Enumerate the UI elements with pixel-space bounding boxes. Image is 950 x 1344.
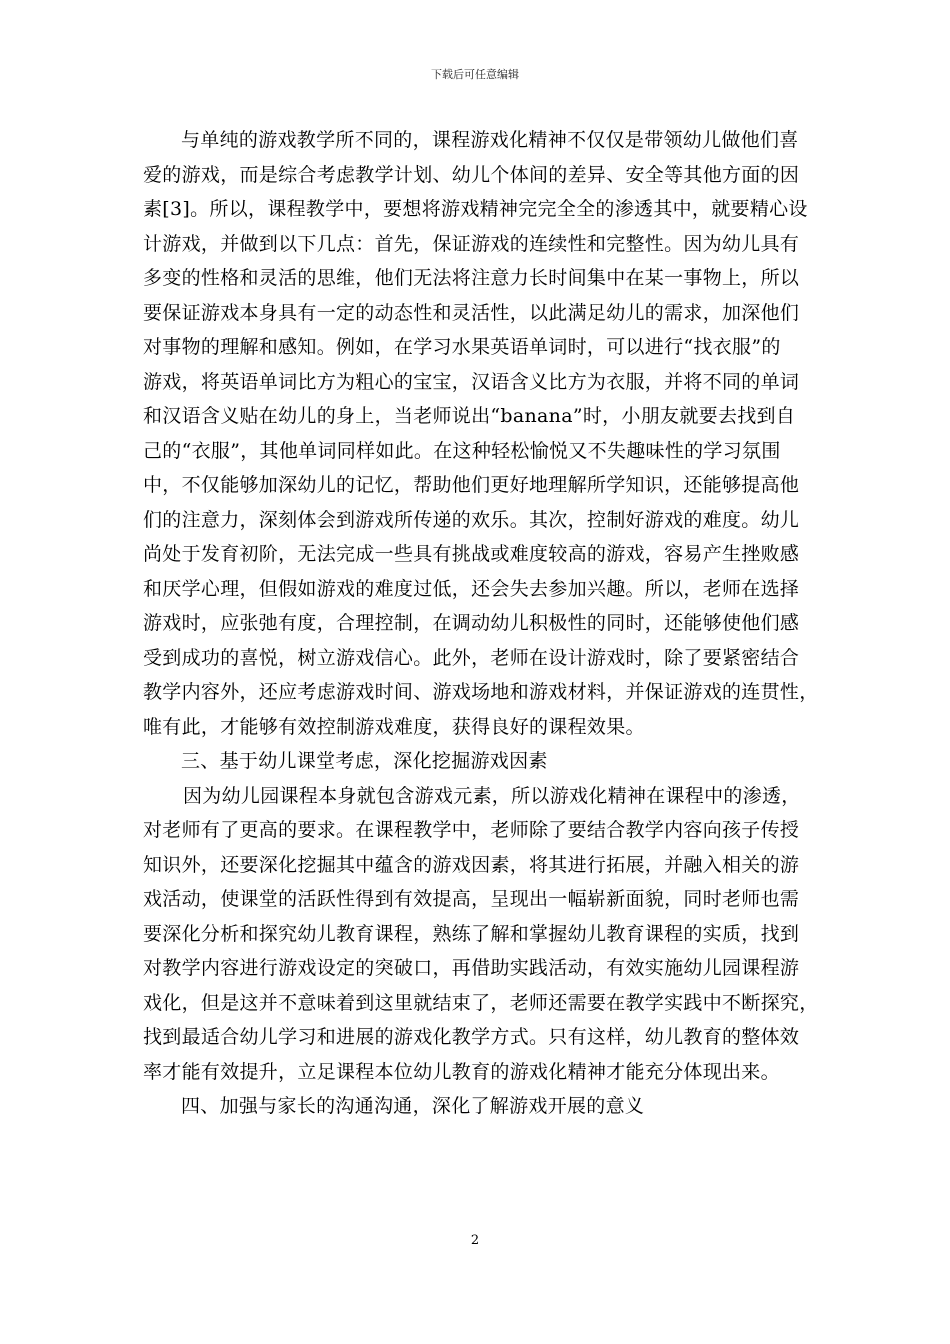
paragraph-line: 唯有此，才能够有效控制游戏难度，获得良好的课程效果。 bbox=[143, 715, 645, 738]
paragraph-line: 游戏时，应张弛有度，合理控制，在调动幼儿积极性的同时，还能够使他们感 bbox=[143, 612, 800, 634]
paragraph-line: 与单纯的游戏教学所不同的，课程游戏化精神不仅仅是带领幼儿做他们喜 bbox=[181, 129, 799, 151]
paragraph-line: 要深化分析和探究幼儿教育课程，熟练了解和掌握幼儿教育课程的实质，找到 bbox=[143, 922, 800, 945]
paragraph-line: 知识外，还要深化挖掘其中蕴含的游戏因素，将其进行拓展，并融入相关的游 bbox=[143, 853, 800, 876]
paragraph-line: 教学内容外，还应考虑游戏时间、游戏场地和游戏材料，并保证游戏的连贯性， bbox=[143, 681, 819, 703]
page-number: 2 bbox=[470, 1233, 480, 1248]
paragraph-line: 率才能有效提升，立足课程本位幼儿教育的游戏化精神才能充分体现出来。 bbox=[143, 1060, 780, 1083]
paragraph-line: 对教学内容进行游戏设定的突破口，再借助实践活动，有效实施幼儿园课程游 bbox=[143, 957, 800, 979]
paragraph-line: 找到最适合幼儿学习和进展的游戏化教学方式。只有这样，幼儿教育的整体效 bbox=[143, 1026, 800, 1048]
body-text bbox=[143, 123, 817, 1124]
paragraph-line: 多变的性格和灵活的思维，他们无法将注意力长时间集中在某一事物上，所以 bbox=[143, 267, 800, 289]
section-heading: 三、基于幼儿课堂考虑，深化挖掘游戏因素 bbox=[181, 750, 548, 772]
paragraph-line: 计游戏，并做到以下几点：首先，保证游戏的连续性和完整性。因为幼儿具有 bbox=[143, 232, 800, 255]
paragraph-line: 对老师有了更高的要求。在课程教学中，老师除了要结合教学内容向孩子传授 bbox=[143, 819, 800, 841]
paragraph-line: 们的注意力，深刻体会到游戏所传递的欢乐。其次，控制好游戏的难度。幼儿 bbox=[143, 508, 800, 531]
paragraph-line: 要保证游戏本身具有一定的动态性和灵活性，以此满足幼儿的需求，加深他们 bbox=[143, 301, 800, 324]
paragraph-line: 和汉语含义贴在幼儿的身上，当老师说出“banana”时，小朋友就要去找到自 bbox=[143, 405, 796, 427]
paragraph-line: 尚处于发育初阶，无法完成一些具有挑战或难度较高的游戏，容易产生挫败感 bbox=[143, 543, 800, 565]
paragraph-line: 己的“衣服”，其他单词同样如此。在这种轻松愉悦又不失趣味性的学习氛围 bbox=[143, 439, 781, 462]
paragraph-line: 素[3]。所以，课程教学中，要想将游戏精神完完全全的渗透其中，就要精心设 bbox=[143, 198, 808, 220]
paragraph-line: 和厌学心理，但假如游戏的难度过低，还会失去参加兴趣。所以，老师在选择 bbox=[143, 577, 800, 600]
paragraph-line: 戏活动，使课堂的活跃性得到有效提高，呈现出一幅崭新面貌，同时老师也需 bbox=[143, 888, 800, 910]
paragraph-line: 游戏，将英语单词比方为粗心的宝宝，汉语含义比方为衣服，并将不同的单词 bbox=[143, 370, 800, 393]
paragraph-line: 戏化，但是这并不意味着到这里就结束了，老师还需要在教学实践中不断探究， bbox=[143, 991, 819, 1014]
section-heading: 四、加强与家长的沟通沟通，深化了解游戏开展的意义 bbox=[181, 1095, 645, 1117]
paragraph-line: 对事物的理解和感知。例如，在学习水果英语单词时，可以进行“找衣服”的 bbox=[143, 336, 781, 358]
paragraph-line: 爱的游戏，而是综合考虑教学计划、幼儿个体间的差异、安全等其他方面的因 bbox=[143, 163, 800, 186]
paragraph-line: 因为幼儿园课程本身就包含游戏元素，所以游戏化精神在课程中的渗透， bbox=[183, 784, 801, 807]
paragraph-line: 受到成功的喜悦，树立游戏信心。此外，老师在设计游戏时，除了要紧密结合 bbox=[143, 646, 800, 669]
paragraph-line: 中，不仅能够加深幼儿的记忆，帮助他们更好地理解所学知识，还能够提高他 bbox=[143, 474, 800, 496]
page-header: 下载后可任意编辑 bbox=[431, 68, 519, 81]
